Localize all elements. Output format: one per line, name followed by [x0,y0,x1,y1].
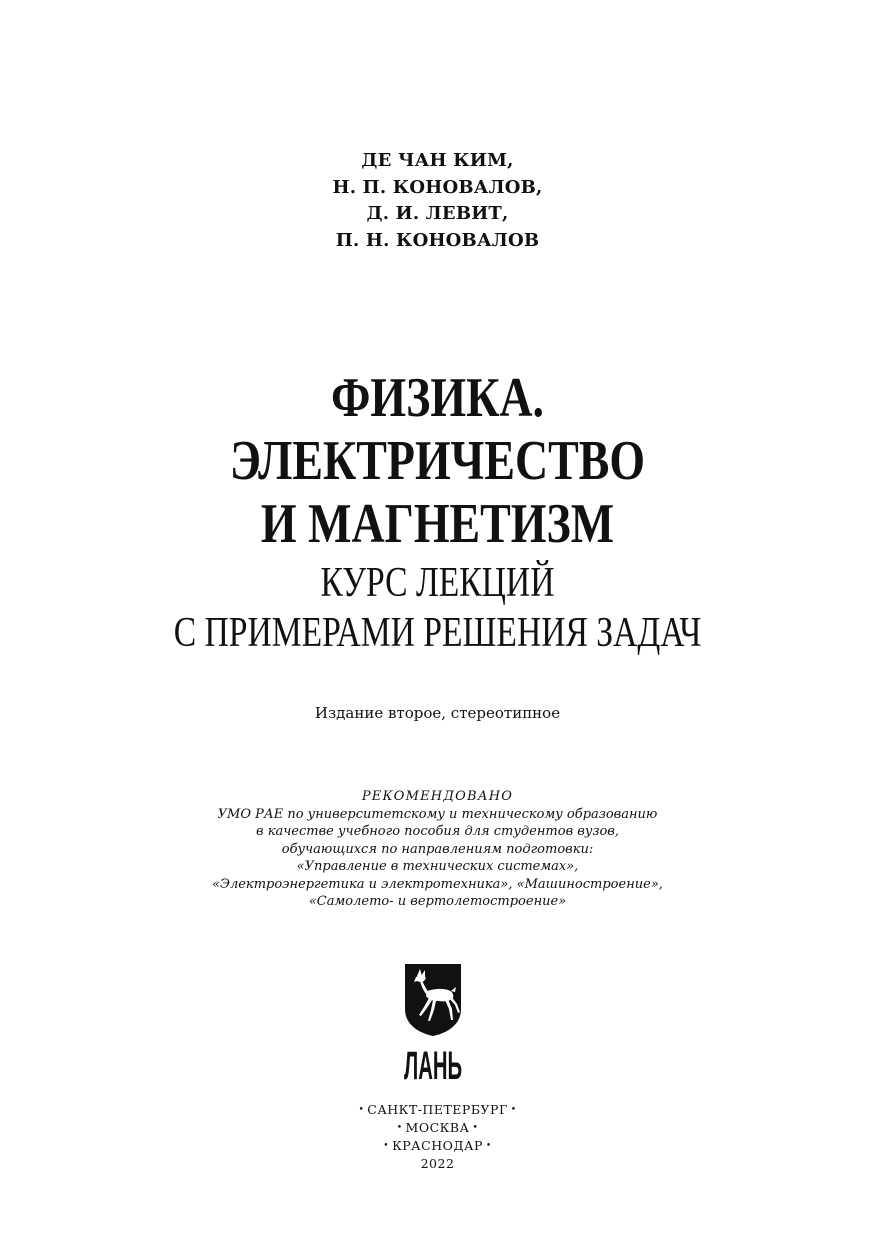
author-name: П. Н. КОНОВАЛОВ [335,229,540,251]
author-name: Н. П. КОНОВАЛОВ, [332,176,543,198]
author-name: Д. И. ЛЕВИТ, [366,203,509,224]
separator-dot: • [358,1105,365,1115]
publisher-wordmark [402,1043,464,1088]
separator-dot: • [472,1123,479,1133]
book-title [79,367,797,556]
recommendation-heading: РЕКОМЕНДОВАНО [361,789,514,804]
subtitle-line: КУРС ЛЕКЦИЙ [320,560,555,606]
city-line [0,1101,875,1119]
recommendation-line: «Электроэнергетика и электротехника», «Машиностроение», [212,876,663,892]
subtitle-line: С ПРИМЕРАМИ РЕШЕНИЯ ЗАДАЧ [173,610,702,656]
recommendation-line: «Управление в технических системах», [296,859,579,874]
city-name: КРАСНОДАР [392,1138,483,1153]
publisher-name: ЛАНЬ [404,1044,462,1088]
title-line: И МАГНЕТИЗМ [260,493,615,555]
separator-dot: • [383,1141,390,1151]
separator-dot: • [510,1105,517,1115]
recommendation-line: УМО РАЕ по университетскому и техническому образованию [217,806,658,822]
book-subtitle [88,558,788,658]
separator-dot: • [485,1141,492,1151]
title-line: ЭЛЕКТРИЧЕСТВО [229,430,646,492]
edition-note: Издание второе, стереотипное [314,704,561,722]
recommendation-line: «Самолето- и вертолетостроение» [308,894,567,909]
authors-block [0,148,875,254]
city-line [0,1137,875,1155]
publication-year: 2022 [420,1156,455,1171]
recommendation-line: в качестве учебного пособия для студентов вузов, [256,824,619,839]
doe-emblem-icon [404,963,462,1037]
author-name: ДЕ ЧАН КИМ, [361,150,514,171]
imprint-block [0,1101,875,1172]
recommendation-block [0,788,875,911]
recommendation-line: обучающихся по направлениям подготовки: [281,841,594,857]
city-name: МОСКВА [405,1120,470,1135]
separator-dot: • [396,1123,403,1133]
city-line [0,1119,875,1137]
city-name: САНКТ-ПЕТЕРБУРГ [367,1102,508,1117]
title-line: ФИЗИКА. [330,367,545,429]
